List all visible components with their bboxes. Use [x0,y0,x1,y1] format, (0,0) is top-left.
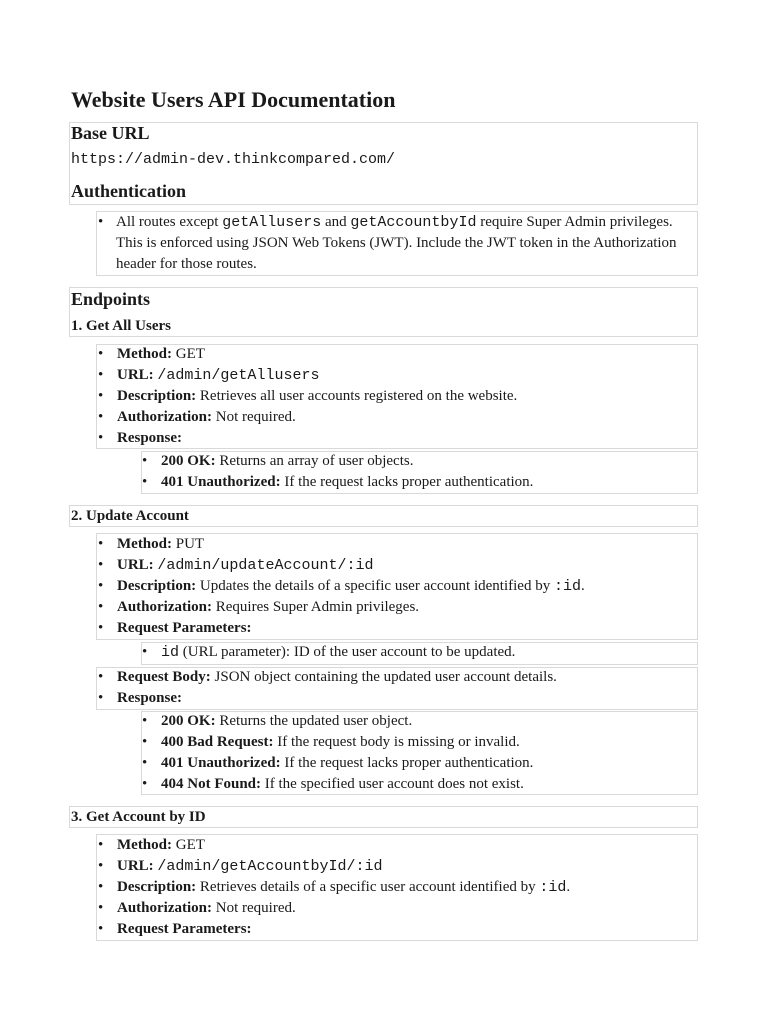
list-item: • id (URL parameter): ID of the user account to be updated. [142,644,516,661]
list-item: • Method: GET [98,346,205,362]
auth-text-b: and [321,214,351,230]
list-item: • URL: /admin/getAllusers [98,367,320,384]
list-item: • Response: [98,690,183,706]
list-item: • Request Body: JSON object containing the updated user account details. [98,669,557,685]
base-url-value[interactable]: https://admin-dev.thinkcompared.com/ [71,151,396,168]
list-item: • Authorization: Not required. [98,409,296,425]
list-item: • Request Parameters: [98,620,252,636]
list-item: • Request Parameters: [98,921,252,937]
auth-text-line2: This is enforced using JSON Web Tokens (JWT). Include the JWT token in the Authorization [116,235,677,251]
endpoint-1-responses [142,451,533,493]
endpoint-2-details [98,534,585,639]
list-item: • Description: Retrieves details of a specific user account identified by :id. [98,879,571,896]
list-item: • URL: /admin/getAccountbyId/:id [98,858,383,875]
endpoint-1-details [98,344,517,449]
list-item: • 401 Unauthorized: If the request lacks proper authentication. [142,755,534,771]
endpoint-3-url: /admin/getAccountbyId/:id [157,858,383,875]
endpoint-2-responses [142,711,533,795]
list-item: • Authorization: Requires Super Admin privileges. [98,599,420,615]
list-item: • Method: PUT [98,536,205,552]
list-item: • 400 Bad Request: If the request body is missing or invalid. [142,734,520,750]
endpoint-2-url: /admin/updateAccount/:id [157,557,374,574]
endpoint-3-details [98,835,570,940]
list-item: • 200 OK: Returns an array of user objects. [142,453,414,469]
list-item: • Description: Updates the details of a specific user account identified by :id. [98,578,585,595]
list-item: • Method: GET [98,837,205,853]
endpoint-2-body [98,667,557,709]
endpoint-1-heading: 1. Get All Users [71,318,171,334]
list-item: • URL: /admin/updateAccount/:id [98,557,374,574]
authentication-heading: Authentication [71,181,187,201]
endpoint-2-heading: 2. Update Account [71,508,189,524]
auth-text-line3: header for those routes. [116,256,257,272]
endpoint-2-params [142,642,515,663]
list-item: • 401 Unauthorized: If the request lacks proper authentication. [142,474,534,490]
authentication-bullet: • [98,214,104,230]
auth-text-a: All routes except [116,214,223,230]
endpoints-heading: Endpoints [71,289,151,309]
list-item: • Description: Retrieves all user accounts registered on the website. [98,388,518,404]
endpoint-3-heading: 3. Get Account by ID [71,809,206,825]
list-item: • 200 OK: Returns the updated user object. [142,713,413,729]
page-title: Website Users API Documentation [71,87,396,112]
endpoint-1-url: /admin/getAllusers [157,367,320,384]
auth-code-getallusers: getAllusers [222,214,322,231]
auth-code-getaccountbyid: getAccountbyId [350,214,477,231]
list-item: • Authorization: Not required. [98,900,296,916]
list-item: • Response: [98,430,183,446]
base-url-heading: Base URL [71,123,150,143]
authentication-text [116,212,696,275]
auth-text-c: require Super Admin privileges. [476,214,673,230]
list-item: • 404 Not Found: If the specified user account does not exist. [142,776,524,792]
